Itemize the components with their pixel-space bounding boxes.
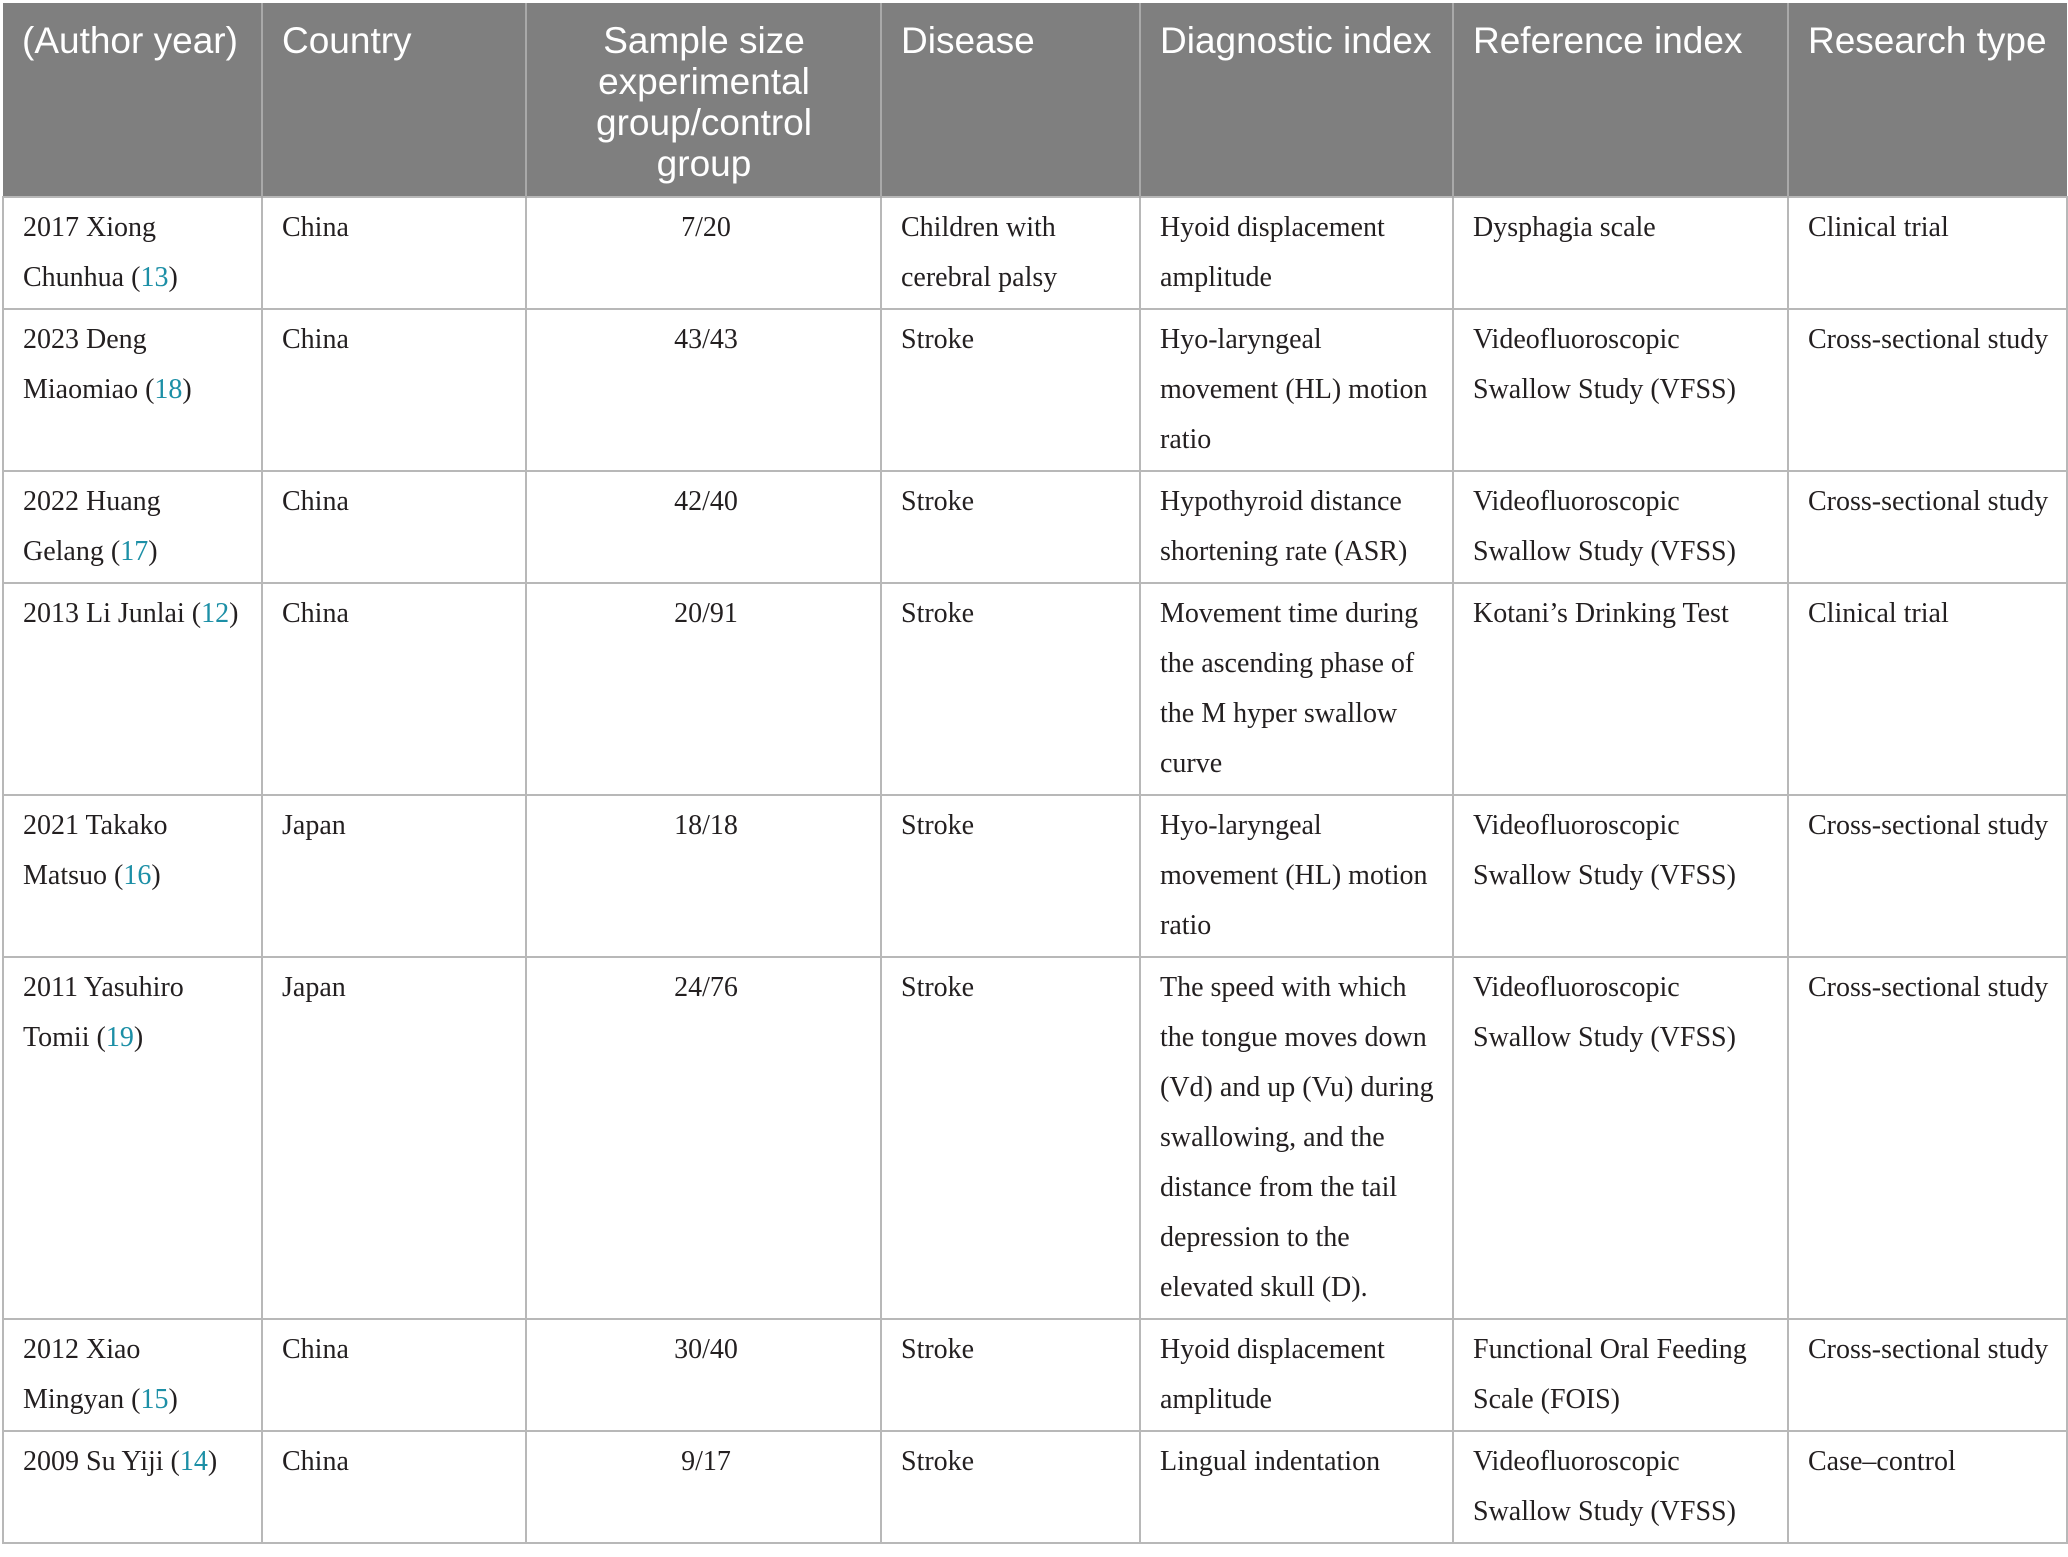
cell-diagnostic-index: Hyoid displacement amplitude	[1140, 1319, 1453, 1431]
cell-research-type: Cross-sectional study	[1788, 1319, 2067, 1431]
table-header	[3, 3, 2067, 197]
cell-author: 2012 Xiao Mingyan (15)	[3, 1319, 262, 1431]
author-name: 2013 Li Junlai	[23, 598, 185, 629]
cell-sample-size: 7/20	[526, 197, 881, 309]
author-name: 2009 Su Yiji	[23, 1446, 164, 1477]
header-author-year: (Author year)	[3, 3, 262, 197]
studies-table	[2, 3, 2068, 1544]
citation-link[interactable]: 16	[123, 860, 152, 891]
citation-link[interactable]: 18	[154, 374, 183, 405]
cell-sample-size: 20/91	[526, 583, 881, 795]
cell-reference-index: Dysphagia scale	[1453, 197, 1788, 309]
cell-disease: Stroke	[881, 1319, 1140, 1431]
citation-link[interactable]: 14	[179, 1446, 208, 1477]
cell-disease: Stroke	[881, 1431, 1140, 1543]
cell-diagnostic-index: Hypothyroid distance shortening rate (ASR)	[1140, 471, 1453, 583]
table-body	[3, 197, 2067, 1543]
cell-author: 2021 Takako Matsuo (16)	[3, 795, 262, 957]
header-sample-size: Sample size experimental group/control group	[526, 3, 881, 197]
cell-country: China	[262, 583, 526, 795]
cell-reference-index: Videofluoroscopic Swallow Study (VFSS)	[1453, 309, 1788, 471]
cell-disease: Stroke	[881, 583, 1140, 795]
table-row	[3, 197, 2067, 309]
citation-link[interactable]: 15	[140, 1384, 169, 1415]
table-row	[3, 583, 2067, 795]
cell-author: 2011 Yasuhiro Tomii (19)	[3, 957, 262, 1319]
cell-author: 2009 Su Yiji (14)	[3, 1431, 262, 1543]
author-name: 2021 Takako Matsuo	[23, 810, 168, 891]
cell-diagnostic-index: Lingual indentation	[1140, 1431, 1453, 1543]
header-row	[3, 3, 2067, 197]
cell-sample-size: 30/40	[526, 1319, 881, 1431]
table-row	[3, 471, 2067, 583]
cell-country: China	[262, 1319, 526, 1431]
cell-research-type: Cross-sectional study	[1788, 795, 2067, 957]
cell-reference-index: Videofluoroscopic Swallow Study (VFSS)	[1453, 957, 1788, 1319]
cell-disease: Stroke	[881, 957, 1140, 1319]
author-name: 2023 Deng Miaomiao	[23, 324, 147, 405]
citation-link[interactable]: 17	[120, 536, 149, 567]
cell-diagnostic-index: The speed with which the tongue moves down (Vd) and up (Vu) during swallowing, and the distance from the tail depression to the elevated skull (D).	[1140, 957, 1453, 1319]
cell-reference-index: Videofluoroscopic Swallow Study (VFSS)	[1453, 795, 1788, 957]
cell-reference-index: Videofluoroscopic Swallow Study (VFSS)	[1453, 1431, 1788, 1543]
header-reference-index: Reference index	[1453, 3, 1788, 197]
cell-country: Japan	[262, 795, 526, 957]
cell-sample-size: 9/17	[526, 1431, 881, 1543]
citation-link[interactable]: 12	[201, 598, 230, 629]
table-row	[3, 795, 2067, 957]
cell-reference-index: Videofluoroscopic Swallow Study (VFSS)	[1453, 471, 1788, 583]
cell-sample-size: 42/40	[526, 471, 881, 583]
cell-diagnostic-index: Hyo-laryngeal movement (HL) motion ratio	[1140, 309, 1453, 471]
cell-sample-size: 18/18	[526, 795, 881, 957]
cell-country: Japan	[262, 957, 526, 1319]
cell-author: 2022 Huang Gelang (17)	[3, 471, 262, 583]
cell-research-type: Clinical trial	[1788, 197, 2067, 309]
citation-link[interactable]: 19	[105, 1022, 134, 1053]
cell-disease: Stroke	[881, 795, 1140, 957]
table-row	[3, 1431, 2067, 1543]
cell-diagnostic-index: Movement time during the ascending phase of the M hyper swallow curve	[1140, 583, 1453, 795]
cell-country: China	[262, 197, 526, 309]
cell-disease: Stroke	[881, 471, 1140, 583]
header-disease: Disease	[881, 3, 1140, 197]
cell-research-type: Cross-sectional study	[1788, 309, 2067, 471]
cell-reference-index: Kotani’s Drinking Test	[1453, 583, 1788, 795]
cell-author: 2013 Li Junlai (12)	[3, 583, 262, 795]
author-name: 2012 Xiao Mingyan	[23, 1334, 141, 1415]
cell-country: China	[262, 309, 526, 471]
header-country: Country	[262, 3, 526, 197]
header-diagnostic-index: Diagnostic index	[1140, 3, 1453, 197]
table-row	[3, 957, 2067, 1319]
cell-disease: Children with cerebral palsy	[881, 197, 1140, 309]
cell-diagnostic-index: Hyo-laryngeal movement (HL) motion ratio	[1140, 795, 1453, 957]
author-name: 2022 Huang Gelang	[23, 486, 161, 567]
cell-author: 2017 Xiong Chunhua (13)	[3, 197, 262, 309]
author-name: 2011 Yasuhiro Tomii	[23, 972, 184, 1053]
table-row	[3, 309, 2067, 471]
table-row	[3, 1319, 2067, 1431]
header-research-type: Research type	[1788, 3, 2067, 197]
cell-research-type: Cross-sectional study	[1788, 957, 2067, 1319]
citation-link[interactable]: 13	[140, 262, 169, 293]
cell-sample-size: 43/43	[526, 309, 881, 471]
cell-diagnostic-index: Hyoid displacement amplitude	[1140, 197, 1453, 309]
cell-research-type: Case–control	[1788, 1431, 2067, 1543]
cell-country: China	[262, 1431, 526, 1543]
cell-country: China	[262, 471, 526, 583]
cell-sample-size: 24/76	[526, 957, 881, 1319]
cell-research-type: Clinical trial	[1788, 583, 2067, 795]
cell-disease: Stroke	[881, 309, 1140, 471]
cell-research-type: Cross-sectional study	[1788, 471, 2067, 583]
cell-reference-index: Functional Oral Feeding Scale (FOIS)	[1453, 1319, 1788, 1431]
cell-author: 2023 Deng Miaomiao (18)	[3, 309, 262, 471]
author-name: 2017 Xiong Chunhua	[23, 212, 156, 293]
